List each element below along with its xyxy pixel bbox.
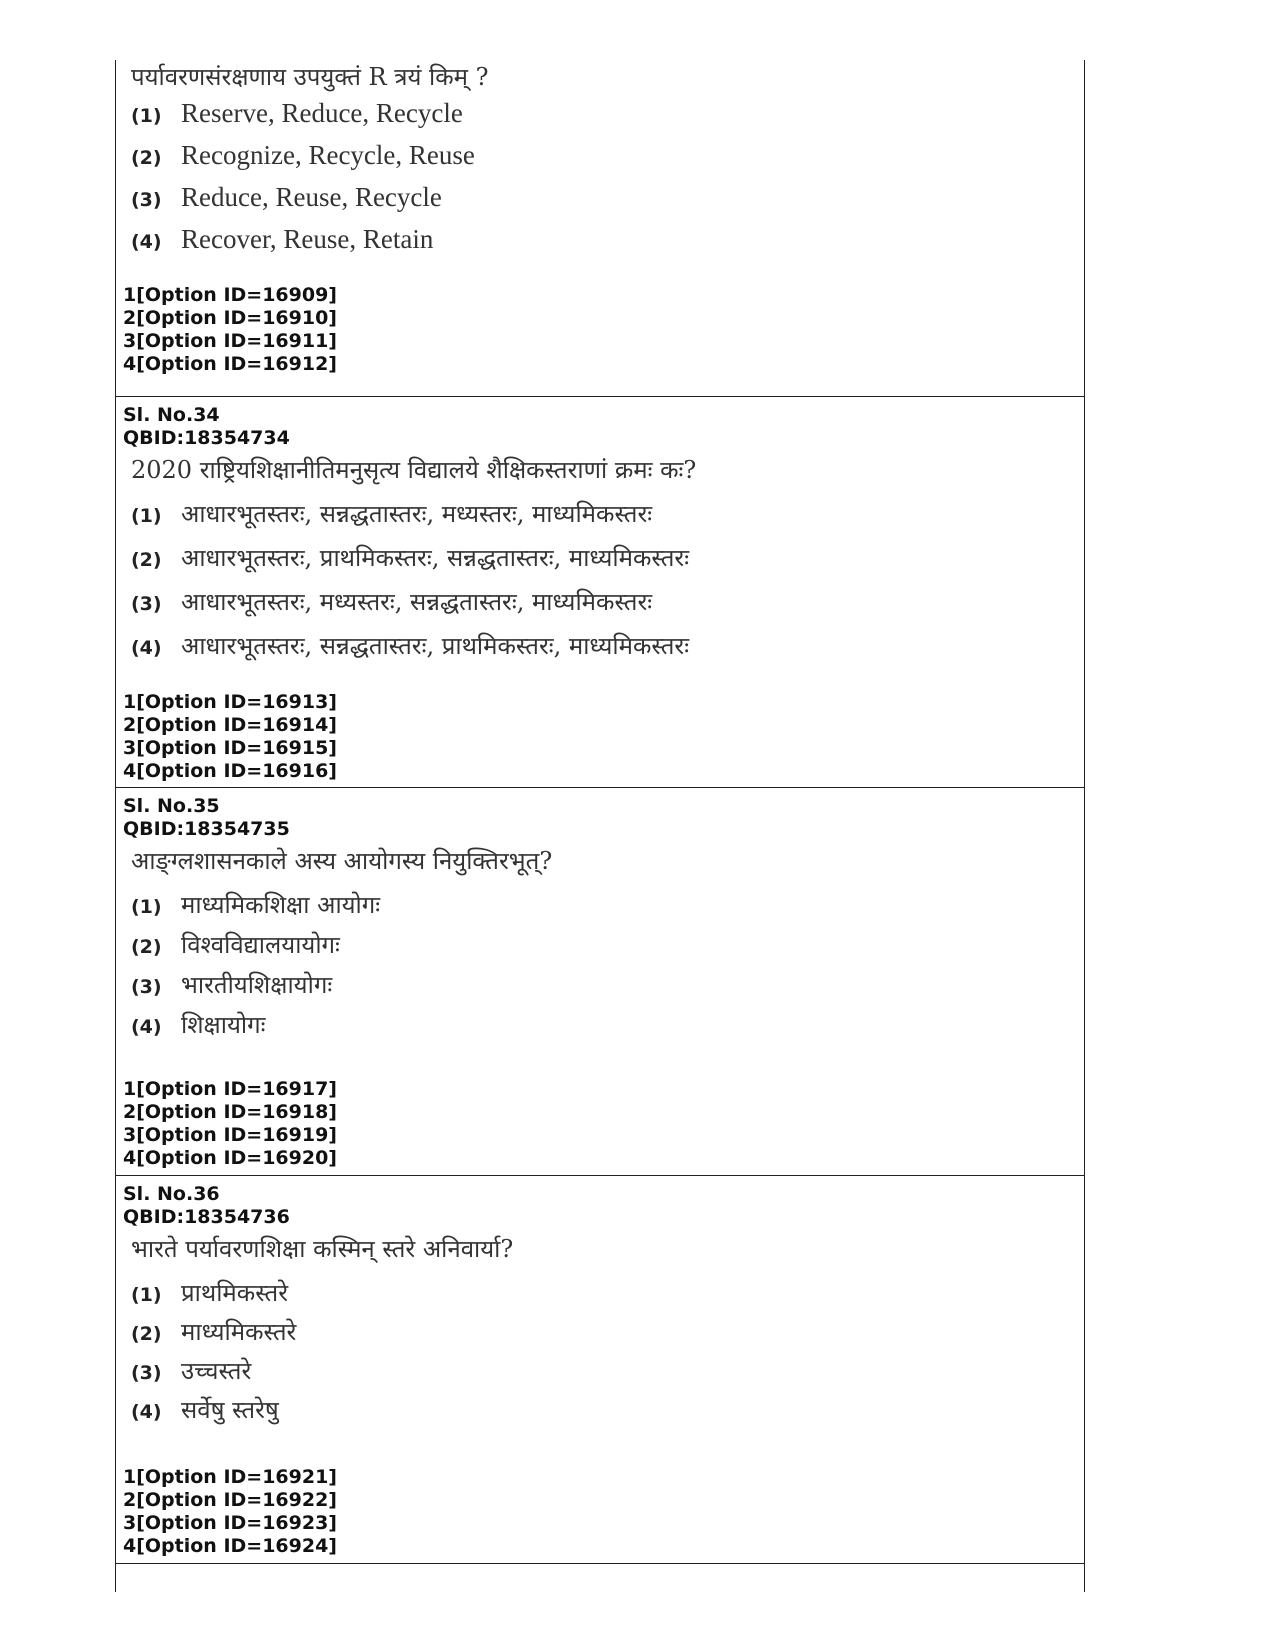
option-number: (4) (131, 1401, 162, 1423)
option-text: Recognize, Recycle, Reuse (181, 140, 475, 170)
option-number: (2) (131, 147, 162, 169)
question-text: भारते पर्यावरणशिक्षा कस्मिन् स्तरे अनिवार्या? (131, 1235, 514, 1263)
option-2 (131, 1315, 296, 1348)
option-number: (4) (131, 231, 162, 253)
question-text: आङ्ग्लशासनकाले अस्य आयोगस्य नियुक्तिरभूत्? (131, 847, 553, 875)
option-id: 2[Option ID=16910] (123, 307, 337, 329)
qbid: QBID:18354736 (123, 1206, 290, 1228)
option-text: शिक्षायोगः (181, 1011, 266, 1039)
qbid: QBID:18354735 (123, 818, 290, 840)
option-id-list (123, 691, 337, 783)
option-number: (3) (131, 1362, 162, 1384)
option-text: आधारभूतस्तरः, प्राथमिकस्तरः, सन्नद्धतास्तरः, माध्यमिकस्तरः (181, 544, 690, 572)
option-text: Recover, Reuse, Retain (181, 224, 434, 254)
option-4 (131, 1008, 265, 1041)
option-number: (2) (131, 549, 162, 571)
option-2 (131, 541, 689, 574)
option-id: 4[Option ID=16912] (123, 353, 337, 375)
option-id: 3[Option ID=16915] (123, 737, 337, 759)
question-text: 2020 राष्ट्रियशिक्षानीतिमनुसृत्य विद्यालये शैक्षिकस्तराणां क्रमः कः? (131, 456, 697, 484)
option-number: (2) (131, 1323, 162, 1345)
option-number: (1) (131, 896, 162, 918)
option-1 (131, 497, 652, 530)
option-id: 3[Option ID=16923] (123, 1512, 337, 1534)
option-id: 2[Option ID=16918] (123, 1101, 337, 1123)
option-1 (131, 98, 463, 129)
option-text: भारतीयशिक्षायोगः (181, 971, 333, 999)
question-block (116, 60, 1084, 397)
option-number: (4) (131, 1016, 162, 1038)
option-text: Reserve, Reduce, Recycle (181, 98, 463, 128)
option-id: 2[Option ID=16914] (123, 714, 337, 736)
option-text: विश्वविद्यालयायोगः (181, 931, 340, 959)
option-number: (3) (131, 593, 162, 615)
option-id: 1[Option ID=16917] (123, 1078, 337, 1100)
option-id: 2[Option ID=16922] (123, 1489, 337, 1511)
option-id: 4[Option ID=16920] (123, 1147, 337, 1169)
option-3 (131, 182, 442, 213)
option-3 (131, 585, 652, 618)
option-number: (4) (131, 637, 162, 659)
option-2 (131, 140, 475, 171)
option-1 (131, 1276, 288, 1309)
serial-number: Sl. No.35 (123, 795, 220, 817)
option-id-list (123, 1078, 337, 1170)
option-3 (131, 1354, 251, 1387)
qbid: QBID:18354734 (123, 427, 290, 449)
option-number: (1) (131, 1284, 162, 1306)
option-text: Reduce, Reuse, Recycle (181, 182, 442, 212)
option-id: 1[Option ID=16913] (123, 691, 337, 713)
serial-number: Sl. No.36 (123, 1183, 220, 1205)
option-number: (1) (131, 105, 162, 127)
option-id: 1[Option ID=16921] (123, 1466, 337, 1488)
option-text: माध्यमिकशिक्षा आयोगः (181, 891, 381, 919)
question-meta (123, 1183, 290, 1229)
option-id: 4[Option ID=16924] (123, 1535, 337, 1557)
option-id: 3[Option ID=16919] (123, 1124, 337, 1146)
question-meta (123, 404, 290, 450)
option-number: (2) (131, 936, 162, 958)
option-number: (3) (131, 976, 162, 998)
option-text: उच्चस्तरे (181, 1357, 252, 1385)
option-id: 1[Option ID=16909] (123, 284, 337, 306)
option-id-list (123, 284, 337, 376)
option-4 (131, 629, 689, 662)
question-meta (123, 795, 290, 841)
option-number: (1) (131, 505, 162, 527)
option-text: सर्वेषु स्तरेषु (181, 1396, 279, 1424)
question-block (116, 397, 1084, 788)
option-id: 4[Option ID=16916] (123, 760, 337, 782)
option-text: आधारभूतस्तरः, मध्यस्तरः, सन्नद्धतास्तरः, माध्यमिकस्तरः (181, 588, 653, 616)
option-4 (131, 224, 433, 255)
option-text: आधारभूतस्तरः, सन्नद्धतास्तरः, प्राथमिकस्तरः, माध्यमिकस्तरः (181, 632, 690, 660)
option-text: माध्यमिकस्तरे (181, 1318, 297, 1346)
question-sheet (115, 60, 1085, 1592)
question-text: पर्यावरणसंरक्षणाय उपयुक्तं R त्रयं किम् ? (131, 63, 489, 91)
question-block (116, 1176, 1084, 1564)
option-number: (3) (131, 189, 162, 211)
option-id-list (123, 1466, 337, 1558)
option-1 (131, 888, 380, 921)
option-text: प्राथमिकस्तरे (181, 1279, 289, 1307)
option-2 (131, 928, 340, 961)
option-3 (131, 968, 332, 1001)
question-block (116, 788, 1084, 1176)
option-4 (131, 1393, 279, 1426)
serial-number: Sl. No.34 (123, 404, 220, 426)
option-id: 3[Option ID=16911] (123, 330, 337, 352)
option-text: आधारभूतस्तरः, सन्नद्धतास्तरः, मध्यस्तरः, माध्यमिकस्तरः (181, 500, 653, 528)
